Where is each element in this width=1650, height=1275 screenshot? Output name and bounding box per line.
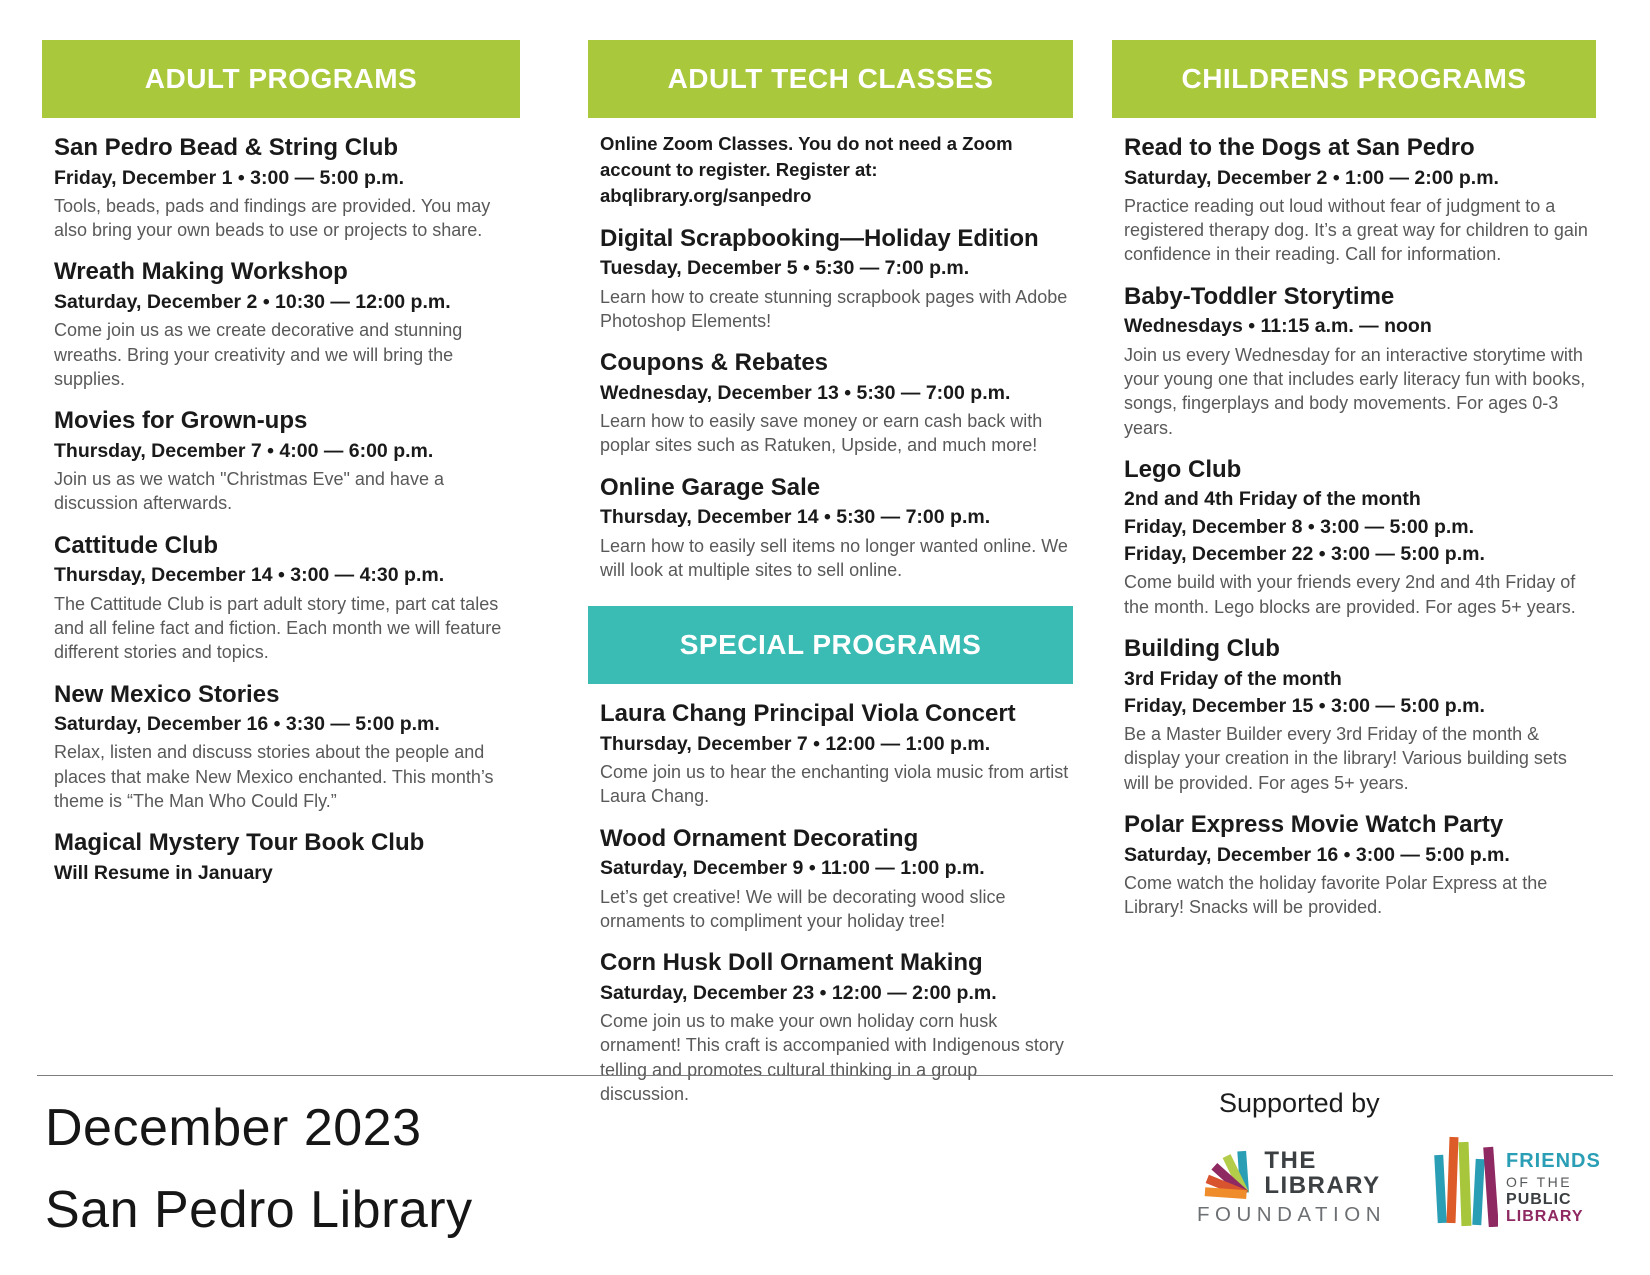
event-movies-grownups [54, 407, 516, 515]
event-description: Come join us to make your own holiday corn husk ornament! This craft is accompanied with Indigenous story telling and promotes cultural thinking in a group discussion. [600, 1010, 1064, 1104]
event-title: Building Club [1124, 634, 1280, 662]
event-baby-toddler-storytime [1124, 283, 1592, 440]
event-title: Baby-Toddler Storytime [1124, 282, 1395, 310]
event-title: Digital Scrapbooking—Holiday Edition [600, 224, 1039, 252]
column-adult-tech-classes [588, 40, 1073, 1106]
event-read-to-dogs [1124, 134, 1592, 267]
event-title: Movies for Grown-ups [54, 407, 308, 435]
event-title: New Mexico Stories [54, 680, 280, 708]
event-lego-club [1124, 456, 1592, 619]
event-schedule: Saturday, December 2 • 1:00 — 2:00 p.m. [1124, 166, 1499, 189]
event-schedule: Friday, December 15 • 3:00 — 5:00 p.m. [1124, 694, 1485, 717]
supported-by-label: Supported by [1219, 1088, 1380, 1118]
childrens-programs-header: CHILDRENS PROGRAMS [1112, 40, 1596, 118]
event-online-garage-sale [600, 474, 1069, 582]
event-schedule: 3rd Friday of the month [1124, 667, 1342, 690]
adult-programs-list [42, 134, 520, 887]
footer [37, 1075, 1613, 1262]
column-childrens-programs [1112, 40, 1596, 1106]
event-schedule: 2nd and 4th Friday of the month [1124, 488, 1421, 511]
event-description: Learn how to easily save money or earn cash back with poplar sites such as Ratuken, Upside, and much more! [600, 411, 1043, 456]
event-description: Come build with your friends every 2nd and 4th Friday of the month. Lego blocks are provided. For ages 5+ years. [1124, 572, 1576, 617]
event-title: Wood Ornament Decorating [600, 824, 919, 852]
supporters-block [1157, 1088, 1601, 1227]
event-title: Lego Club [1124, 455, 1242, 483]
zoom-classes-note: Online Zoom Classes. You do not need a Zoom account to register. Register at: abqlibrary.org/sanpedro [600, 133, 1013, 206]
event-schedule: Thursday, December 7 • 4:00 — 6:00 p.m. [54, 439, 434, 462]
event-magical-mystery-book-club [54, 829, 516, 887]
friends-word-library: LIBRARY [1506, 1208, 1584, 1226]
event-description: Join us every Wednesday for an interactive storytime with your young one that includes early literacy fun with books, songs, fingerplays and body movements. For ages 0-3 years. [1124, 344, 1586, 438]
event-description: Come join us as we create decorative and stunning wreaths. Bring your creativity and we will bring the supplies. [54, 320, 463, 389]
event-schedule: Wednesday, December 13 • 5:30 — 7:00 p.m. [600, 381, 1011, 404]
event-wreath-workshop [54, 258, 516, 391]
event-description: Come watch the holiday favorite Polar Express at the Library! Snacks will be provided. [1124, 872, 1548, 918]
friends-of-library-logo [1434, 1135, 1601, 1227]
event-schedule: Will Resume in January [54, 861, 273, 884]
event-wood-ornament [600, 825, 1069, 933]
event-digital-scrapbooking [600, 225, 1069, 333]
event-title: Polar Express Movie Watch Party [1124, 811, 1504, 839]
adult-programs-header: ADULT PROGRAMS [42, 40, 520, 118]
event-schedule: Saturday, December 23 • 12:00 — 2:00 p.m. [600, 981, 997, 1004]
friends-wordmark [1506, 1135, 1601, 1226]
event-description: Practice reading out loud without fear of judgment to a registered therapy dog. It’s a great way for children to gain confidence in their reading. Call for information. [1124, 195, 1588, 265]
event-title: Magical Mystery Tour Book Club [54, 829, 425, 857]
library-title: San Pedro Library [45, 1181, 473, 1239]
supporter-logos [1197, 1135, 1601, 1227]
event-building-club [1124, 635, 1592, 795]
friends-word-public: PUBLIC [1506, 1190, 1572, 1208]
event-title: Coupons & Rebates [600, 349, 829, 377]
event-schedule: Thursday, December 7 • 12:00 — 1:00 p.m. [600, 732, 991, 755]
adult-tech-classes-header: ADULT TECH CLASSES [588, 40, 1073, 118]
event-description: Relax, listen and discuss stories about the people and places that make New Mexico enchanted. This month’s theme is “The Man Who Could Fly.” [54, 742, 494, 812]
event-description: Come join us to hear the enchanting viola music from artist Laura Chang. [600, 762, 1069, 807]
event-bead-string-club [54, 134, 516, 242]
event-schedule: Saturday, December 2 • 10:30 — 12:00 p.m. [54, 291, 451, 314]
event-description: The Cattitude Club is part adult story time, part cat tales and all feline fact and fiction. Each month we will feature different stories and topics. [54, 593, 502, 663]
event-schedule: Thursday, December 14 • 5:30 — 7:00 p.m. [600, 506, 991, 529]
foundation-word-the: THE [1264, 1147, 1317, 1175]
event-title: Corn Husk Doll Ornament Making [600, 949, 983, 977]
event-description: Tools, beads, pads and findings are provided. You may also bring your own beads to use or projects to share. [54, 195, 491, 241]
library-foundation-logo [1197, 1142, 1386, 1227]
event-title: Wreath Making Workshop [54, 258, 348, 286]
foundation-word-library: LIBRARY [1264, 1171, 1381, 1199]
friends-word-friends: FRIENDS [1506, 1150, 1601, 1172]
flyer-columns [42, 40, 1596, 1106]
event-coupons-rebates [600, 349, 1069, 457]
foundation-word-foundation: FOUNDATION [1197, 1203, 1387, 1226]
event-schedule: Friday, December 8 • 3:00 — 5:00 p.m. [1124, 515, 1475, 538]
event-new-mexico-stories [54, 681, 516, 814]
event-polar-express [1124, 811, 1592, 919]
event-description: Join us as we watch "Christmas Eve" and have a discussion afterwards. [54, 469, 444, 514]
event-title: Read to the Dogs at San Pedro [1124, 134, 1475, 161]
event-schedule: Saturday, December 9 • 11:00 — 1:00 p.m. [600, 857, 985, 880]
foundation-book-fan-icon [1197, 1142, 1253, 1200]
event-viola-concert [600, 700, 1069, 808]
event-title: Cattitude Club [54, 531, 218, 559]
event-title: Laura Chang Principal Viola Concert [600, 700, 1016, 728]
event-title: San Pedro Bead & String Club [54, 134, 399, 161]
special-programs-list [588, 700, 1073, 1106]
event-description: Learn how to create stunning scrapbook pages with Adobe Photoshop Elements! [600, 286, 1068, 331]
event-description: Be a Master Builder every 3rd Friday of the month & display your creation in the library! Various building sets will be provided. For ages 5+ years. [1124, 724, 1567, 793]
event-description: Let’s get creative! We will be decorating wood slice ornaments to compliment your holiday tree! [600, 886, 1006, 931]
childrens-programs-list [1112, 134, 1596, 920]
month-title: December 2023 [45, 1099, 422, 1157]
foundation-wordmark [1264, 1149, 1386, 1200]
event-schedule: Tuesday, December 5 • 5:30 — 7:00 p.m. [600, 257, 970, 280]
event-description: Learn how to easily sell items no longer wanted online. We will look at multiple sites to sell online. [600, 535, 1068, 580]
friends-word-of-the: OF THE [1506, 1174, 1573, 1190]
event-title: Online Garage Sale [600, 473, 821, 501]
event-schedule: Thursday, December 14 • 3:00 — 4:30 p.m. [54, 564, 445, 587]
event-cattitude-club [54, 532, 516, 665]
event-schedule: Saturday, December 16 • 3:00 — 5:00 p.m. [1124, 843, 1510, 866]
event-schedule: Saturday, December 16 • 3:30 — 5:00 p.m. [54, 713, 440, 736]
friends-book-spines-icon [1434, 1135, 1498, 1227]
adult-tech-classes-list [588, 131, 1073, 582]
event-schedule: Friday, December 1 • 3:00 — 5:00 p.m. [54, 166, 405, 189]
event-schedule: Wednesdays • 11:15 a.m. — noon [1124, 315, 1432, 338]
column-adult-programs [42, 40, 520, 1106]
event-schedule: Friday, December 22 • 3:00 — 5:00 p.m. [1124, 543, 1485, 566]
special-programs-header: SPECIAL PROGRAMS [588, 606, 1073, 684]
